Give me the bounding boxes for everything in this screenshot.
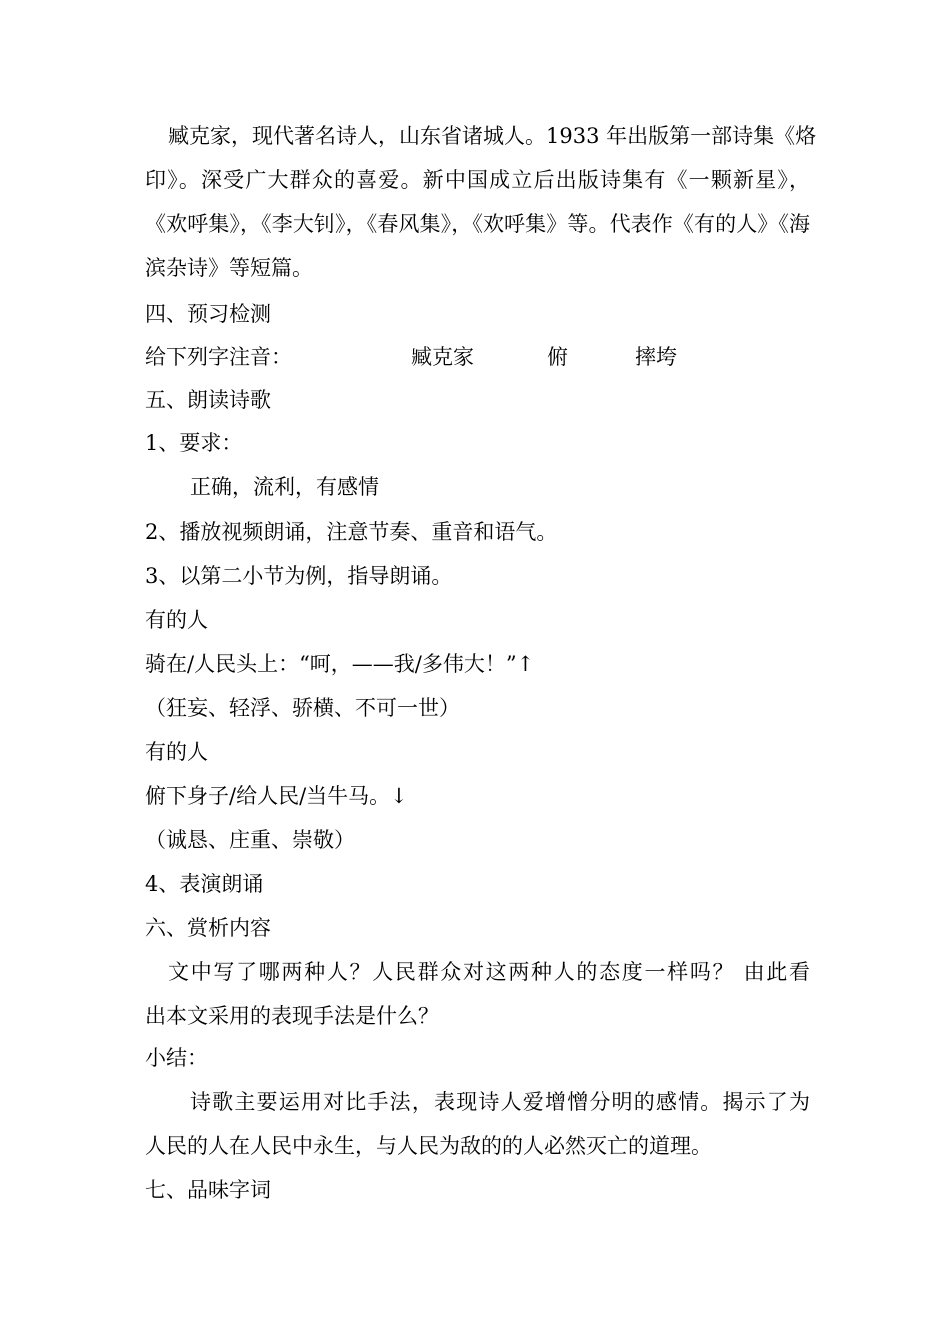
poem-line-5: 俯下身子/给人民/当牛马。↓ — [145, 784, 408, 808]
pinyin-prompt-row — [145, 343, 810, 371]
summary-label: 小结： — [145, 1046, 208, 1070]
section6-question-line-2: 出本文采用的表现手法是什么？ — [145, 1004, 439, 1028]
section5-heading: 五、朗读诗歌 — [145, 388, 271, 412]
section6-question-line-1: 文中写了哪两种人？人民群众对这两种人的态度一样吗？ 由此看 — [168, 960, 810, 984]
bio-line-2: 印》。深受广大群众的喜爱。新中国成立后出版诗集有《一颗新星》， — [145, 168, 810, 192]
bio-line-1: 臧克家，现代著名诗人，山东省诸城人。1933 年出版第一部诗集《烙 — [168, 124, 817, 148]
pinyin-word-2: 俯 — [547, 345, 568, 369]
section4-heading: 四、预习检测 — [145, 302, 271, 326]
summary-line-1: 诗歌主要运用对比手法，表现诗人爱增憎分明的感情。揭示了为 — [190, 1090, 810, 1114]
pinyin-word-1: 臧克家 — [411, 345, 474, 369]
section6-heading: 六、赏析内容 — [145, 916, 271, 940]
section5-item-4: 4、表演朗诵 — [145, 872, 264, 896]
bio-line-4: 滨杂诗》等短篇。 — [145, 256, 313, 280]
section5-item-1-detail: 正确，流利，有感情 — [190, 475, 379, 499]
poem-line-2: 骑在/人民头上：“呵，——我/多伟大！”↑ — [145, 652, 535, 676]
poem-line-4: 有的人 — [145, 740, 208, 764]
section7-heading: 七、品味字词 — [145, 1178, 271, 1202]
poem-line-1: 有的人 — [145, 608, 208, 632]
section5-item-2: 2、播放视频朗诵，注意节奏、重音和语气。 — [145, 520, 558, 544]
summary-line-2: 人民的人在人民中永生，与人民为敌的的人必然灭亡的道理。 — [145, 1134, 712, 1158]
section5-item-1: 1、要求： — [145, 431, 243, 455]
section5-item-3: 3、以第二小节为例，指导朗诵。 — [145, 564, 453, 588]
pinyin-prompt: 给下列字注音： — [145, 345, 292, 369]
poem-line-3: （狂妄、轻浮、骄横、不可一世） — [145, 696, 460, 720]
poem-line-6: （诚恳、庄重、崇敬） — [145, 828, 355, 852]
bio-line-3: 《欢呼集》，《李大钊》，《春风集》，《欢呼集》等。代表作《有的人》《海 — [145, 212, 810, 236]
pinyin-word-3: 摔垮 — [635, 345, 677, 369]
